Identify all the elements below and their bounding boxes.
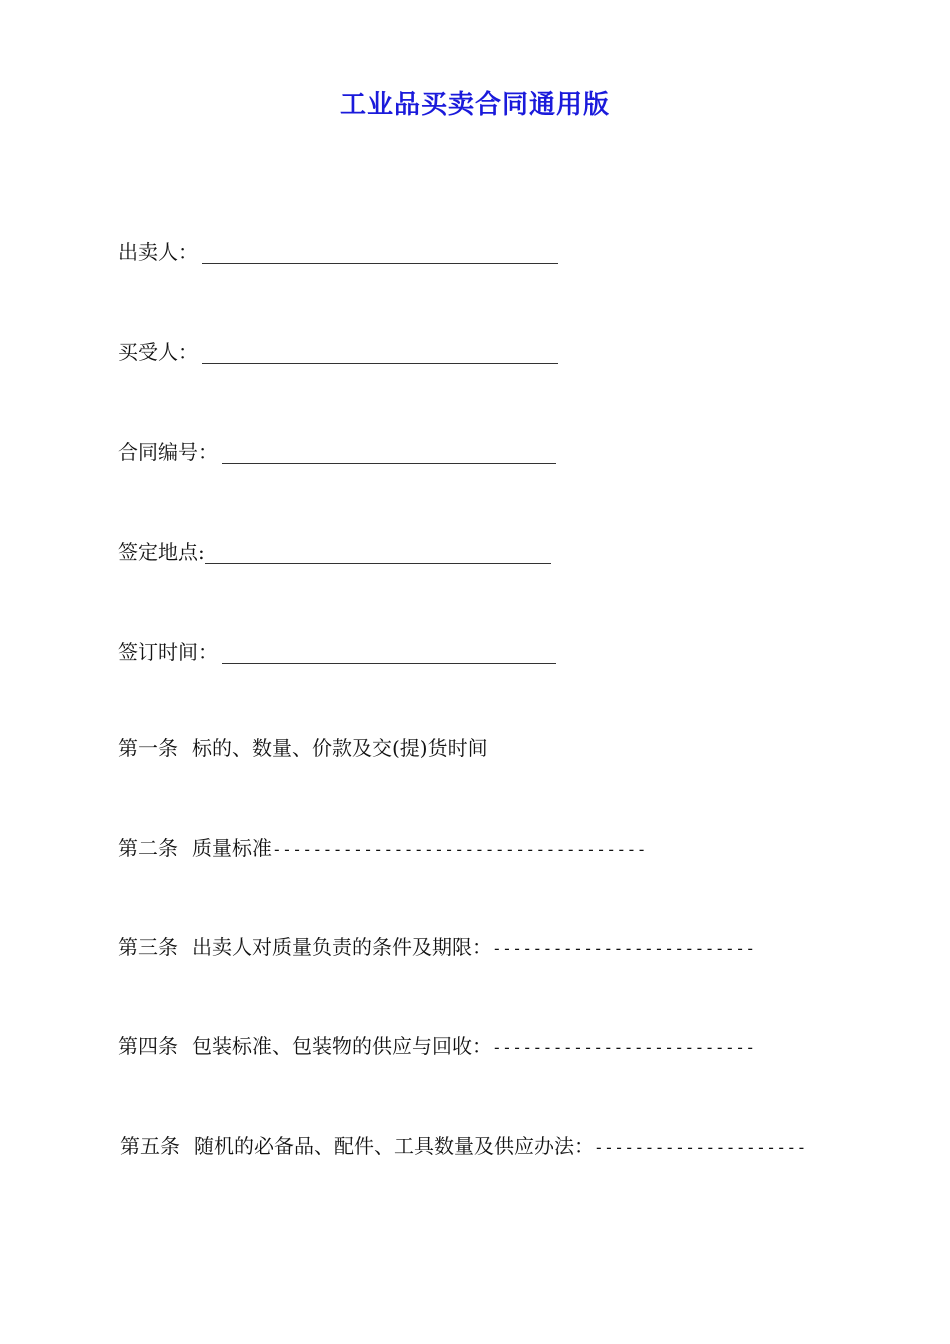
clause-dashes: -------------------------- xyxy=(492,1038,756,1057)
clause-dashes: ------------------------------------- xyxy=(272,840,647,859)
clause-5 xyxy=(120,1134,807,1160)
field-label: 签订时间： xyxy=(118,640,218,664)
clause-text: 质量标准 xyxy=(192,836,272,860)
clause-dashes: --------------------- xyxy=(594,1138,807,1157)
field-buyer xyxy=(118,334,558,364)
field-signing-time xyxy=(118,634,556,664)
fill-in-line[interactable] xyxy=(202,245,558,264)
clause-number: 第四条 xyxy=(118,1034,178,1058)
clause-number: 第三条 xyxy=(118,935,178,959)
clause-text: 出卖人对质量负责的条件及期限： xyxy=(192,935,492,959)
clause-1 xyxy=(118,736,488,762)
clause-number: 第一条 xyxy=(118,736,178,760)
document-title: 工业品买卖合同通用版 xyxy=(339,90,610,120)
field-seller xyxy=(118,234,558,264)
field-label: 合同编号： xyxy=(118,440,218,464)
clause-number: 第二条 xyxy=(118,836,178,860)
fill-in-line[interactable] xyxy=(205,545,551,564)
clause-2 xyxy=(118,836,647,862)
fill-in-line[interactable] xyxy=(202,345,558,364)
field-signing-place xyxy=(118,534,551,564)
clause-text: 标的、数量、价款及交(提)货时间 xyxy=(192,736,488,760)
clause-number: 第五条 xyxy=(120,1134,180,1158)
field-contract-number xyxy=(118,434,556,464)
clause-text: 随机的必备品、配件、工具数量及供应办法： xyxy=(194,1134,594,1158)
field-label: 买受人： xyxy=(118,340,198,364)
clause-3 xyxy=(118,935,755,961)
fill-in-line[interactable] xyxy=(222,645,556,664)
field-label: 出卖人： xyxy=(118,240,198,264)
clause-dashes: -------------------------- xyxy=(492,939,756,958)
field-label: 签定地点: xyxy=(118,540,205,564)
fill-in-line[interactable] xyxy=(222,445,556,464)
clause-text: 包装标准、包装物的供应与回收： xyxy=(192,1034,492,1058)
clause-4 xyxy=(118,1034,755,1060)
